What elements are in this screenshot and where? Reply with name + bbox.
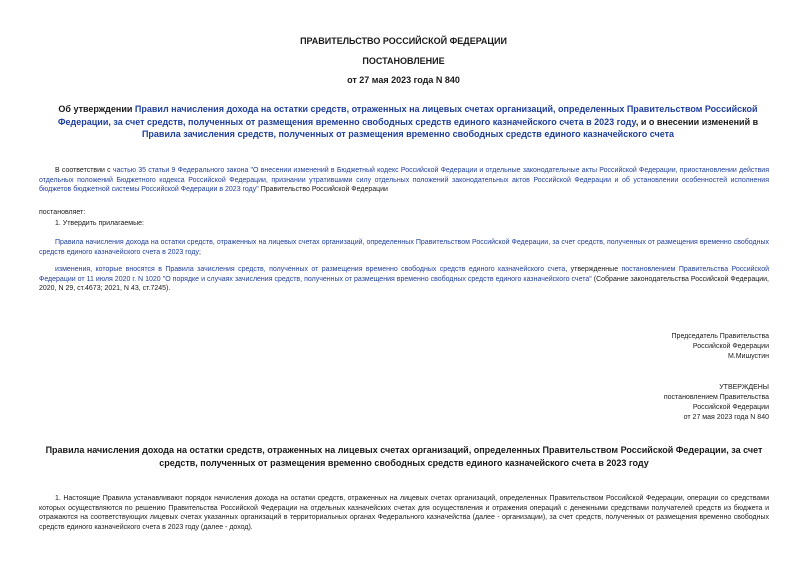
title-rules-link[interactable]: Правил начисления дохода на остатки средств, отраженных на лицевых счетах организаций, определенных Правительством Российской Федерации, за счет средств, полученных от размещения временно свободных средств единого казначейского счета в 2023 году <box>57 104 758 127</box>
item1-paragraph <box>39 238 769 257</box>
preamble-text-a: В соответствии с <box>55 167 113 174</box>
item2-text-b: , утвержденные <box>565 266 622 273</box>
approved-block <box>664 383 769 423</box>
item2-decree-link[interactable]: постановлением Правительства Российской Федерации от 11 июля 2020 г. N 1020 "О порядке и случаях зачисления средств, полученных от размещения временно свободных средств единого казначейского счета" <box>39 266 770 283</box>
federal-law-link[interactable]: частью 35 статьи 9 Федерального закона "О внесении изменений в Бюджетный кодекс Российской Федерации и отдельные законодательные акты Российской Федерации, приостановлении действия отдельных положений Бюджетного кодекса Российской Федерации, признании утратившими силу отдельных положений законодательных актов Российской Федерации и об установлении особенностей исполнения бюджетов бюджетной системы Российской Федерации в 2023 году" <box>39 167 770 194</box>
item2-changes-link[interactable]: изменения, которые вносятся в <box>55 266 166 273</box>
government-heading: ПРАВИТЕЛЬСТВО РОССИЙСКОЙ ФЕДЕРАЦИИ <box>300 36 507 46</box>
date-number-heading: от 27 мая 2023 года N 840 <box>347 75 460 85</box>
rules-item1-link[interactable]: Правила начисления дохода на остатки средств, отраженных на лицевых счетах организаций, определенных Правительством Российской Федерации, за счет средств, полученных от размещения временно свободных средств единого казначейского счета в 2023 году; <box>39 239 769 256</box>
signature-block <box>672 332 769 362</box>
approved-line-4: от 27 мая 2023 года N 840 <box>683 414 769 421</box>
title-prefix: Об утверждении <box>58 104 135 114</box>
approved-line-2: постановлением Правительства <box>663 394 769 401</box>
signature-line-1: Председатель Правительства <box>671 333 769 340</box>
document-title <box>52 103 764 141</box>
rules-title: Правила начисления дохода на остатки средств, отраженных на лицевых счетах организаций, определенных Правительством Российской Федерации, за счет средств, полученных от размещения временно свободных средств единого казначейского счета в 2023 году <box>45 445 763 468</box>
preamble-paragraph <box>39 166 769 195</box>
signature-line-2: Российской Федерации <box>692 343 769 350</box>
signature-line-3: М.Мишустин <box>727 353 769 360</box>
approved-line-3: Российской Федерации <box>692 404 769 411</box>
title-rules-link-2[interactable]: Правила зачисления средств, полученных от размещения временно свободных средств единого казначейского счета <box>141 129 675 139</box>
item2-text-c: (Собрание законодательства Российской Федерации, 2020, N 29, ст.4673; 2021, N 43, ст.7245). <box>39 275 769 293</box>
approved-line-1: УТВЕРЖДЕНЫ <box>719 384 769 391</box>
item2-paragraph <box>39 265 769 294</box>
decides-text: постановляет: <box>39 209 86 216</box>
title-middle: , и о внесении изменений в <box>635 116 759 127</box>
rules-paragraph-1: 1. Настоящие Правила устанавливают порядок начисления дохода на остатки средств, отраженных на лицевых счетах организаций, определенных Правительством Российской Федерации, операции со средствами которых осуществляются по решению Правительства Российской Федерации на отдельных казначейских счетах для осуществления и отражения операций с денежными средствами получателей средств из бюджета и отражаются на соответствующих лицевых счетах указанных организаций в территориальных органах Федерального казначейства (далее - организации), за счет средств, полученных от размещения временно свободных средств единого казначейского счета в 2023 году (далее - доход). <box>39 495 769 531</box>
approve-text: 1. Утвердить прилагаемые: <box>55 220 144 227</box>
item2-rules-link[interactable]: Правила зачисления средств, полученных от размещения временно свободных средств единого казначейского счета <box>165 266 566 273</box>
preamble-text-b: Правительство Российской Федерации <box>258 186 388 194</box>
doc-type-heading: ПОСТАНОВЛЕНИЕ <box>362 56 445 66</box>
